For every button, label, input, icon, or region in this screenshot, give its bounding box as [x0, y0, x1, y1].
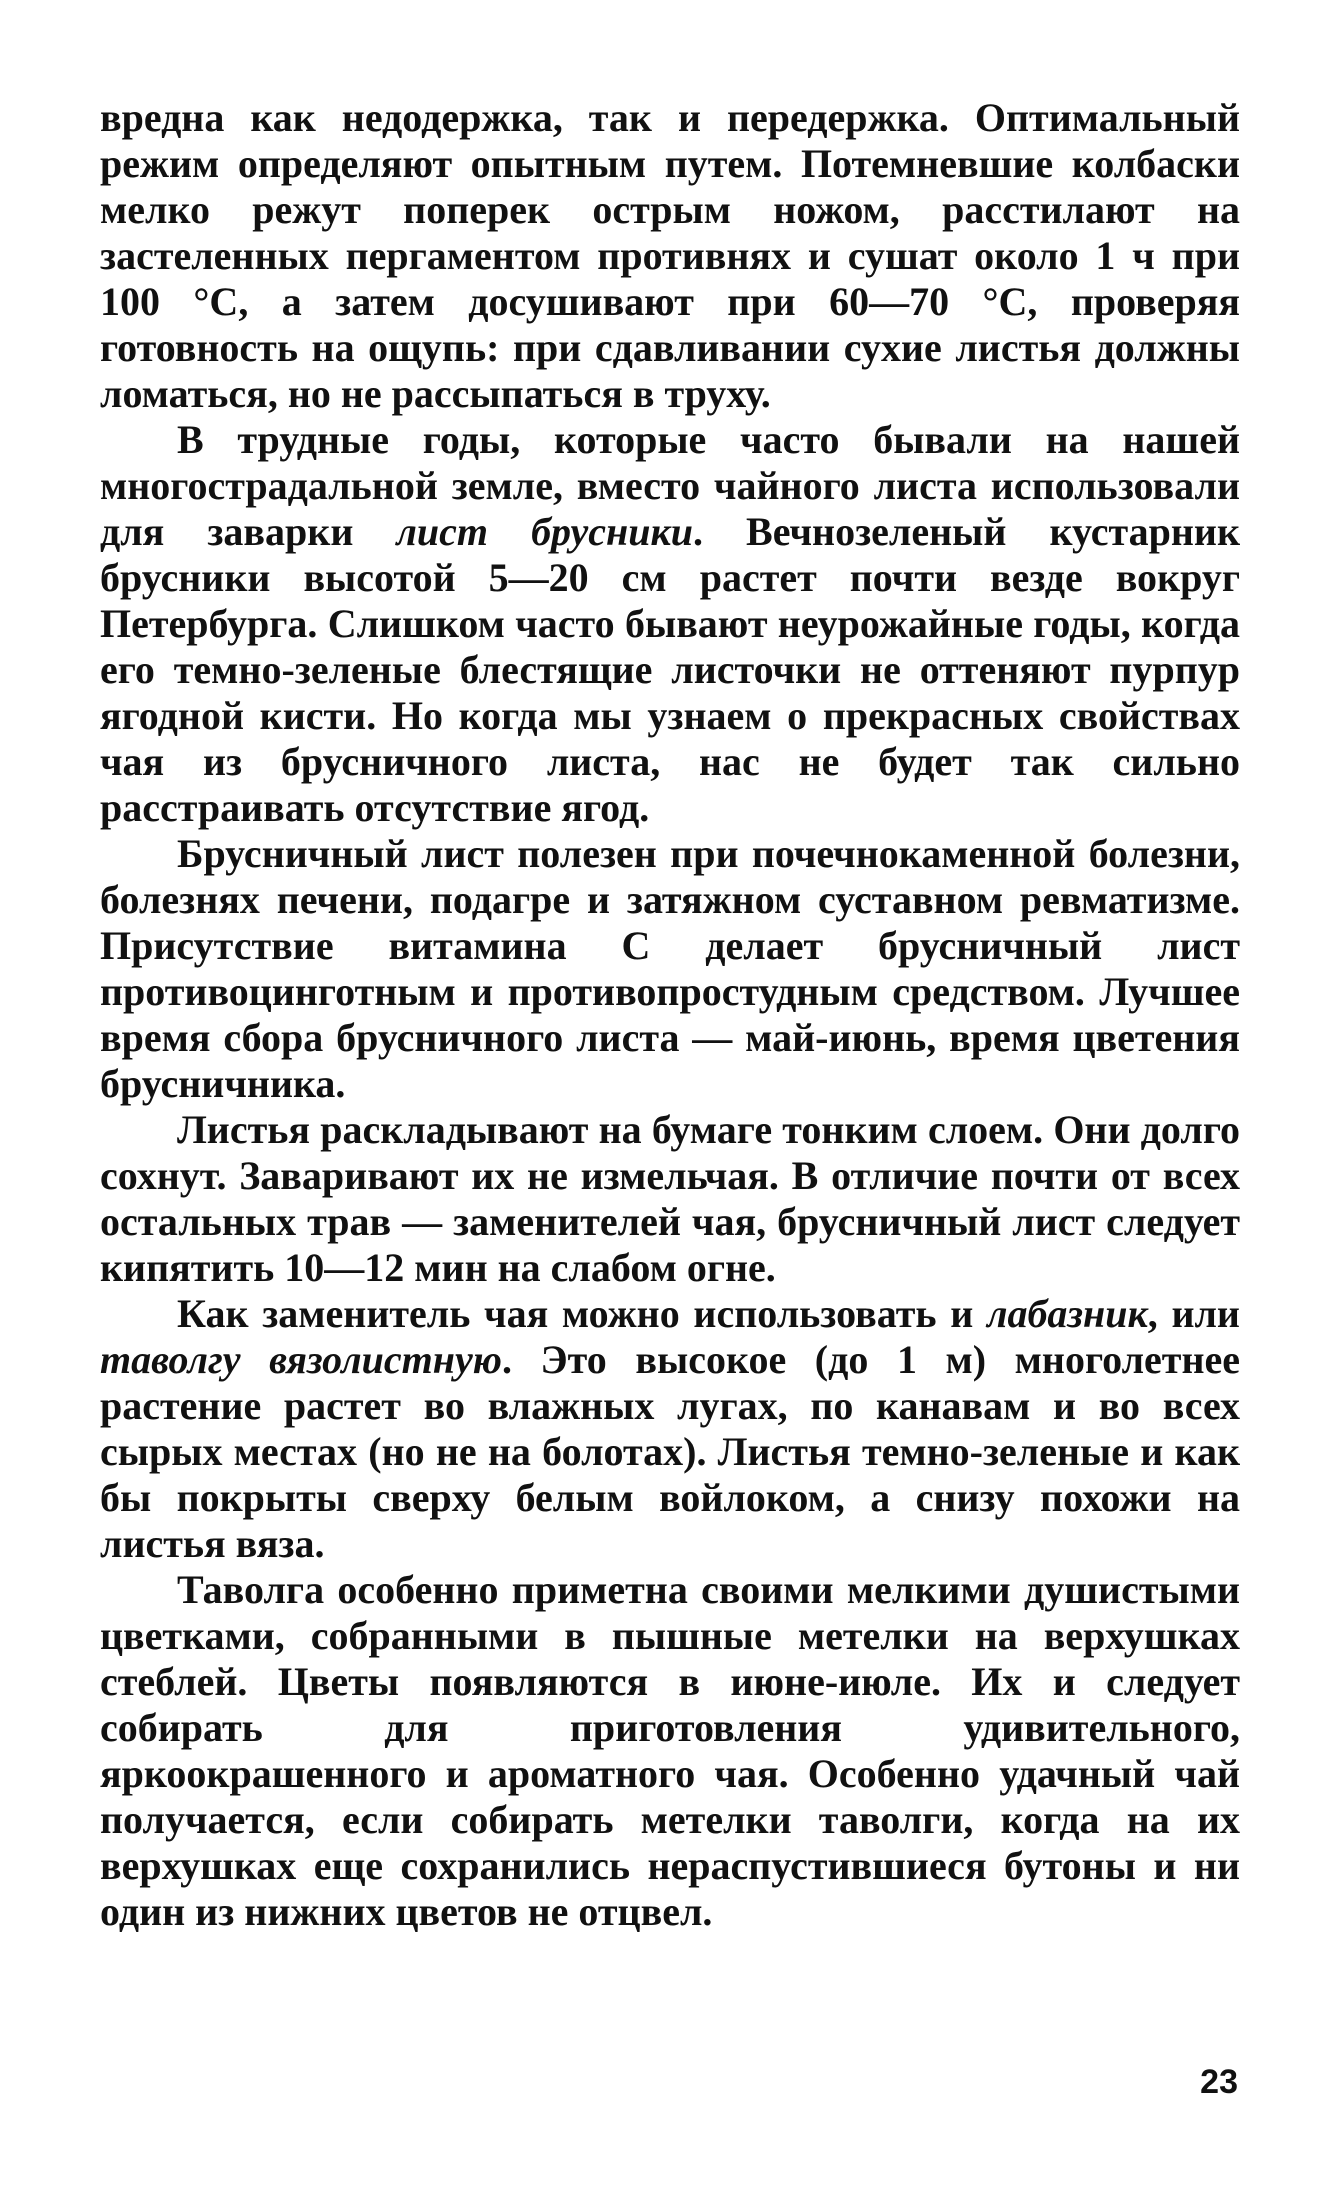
paragraph-lingonberry-leaf-start: В трудные годы, которые часто бывали на нашей многострадальной земле, вместо чайного листа использовали для заварки [100, 417, 1240, 554]
paragraph-drying-continuation: вредна как недодержка, так и передержка. Оптимальный режим определяют опытным путем. Потемневшие колбаски мелко режут поперек острым ножом, расстилают на застеленных пергаментом противнях и сушат около 1 ч при 100 °С, а затем досушивают при 60—70 °С, проверяя готовность на ощупь: при сдавливании сухие листья должны ломаться, но не рассыпаться в труху. [100, 95, 1240, 416]
body-text [100, 95, 1240, 1935]
paragraph-meadowsweet-flowers: Таволга особенно приметна своими мелкими душистыми цветками, собранными в пышные метелки на верхушках стеблей. Цветы появляются в июне-июле. Их и следует собирать для приготовления удивительного, яркоокрашенного и ароматного чая. Особенно удачный чай получается, если собирать метелки таволги, когда на их верхушках еще сохранились нераспустившиеся бутоны и ни один из нижних цветов не отцвел. [100, 1567, 1240, 1934]
paragraph-lingonberry-benefits: Брусничный лист полезен при почечнокаменной болезни, болезнях печени, подагре и затяжном суставном ревматизме. Присутствие витамина С делает брусничный лист противоцинготным и противопростудным средством. Лучшее время сбора брусничного листа — май-июнь, время цветения брусничника. [100, 831, 1240, 1106]
paragraph-meadowsweet-start: Как заменитель чая можно использовать и [177, 1291, 987, 1336]
paragraph-lingonberry-leaf [100, 417, 1240, 831]
paragraph-meadowsweet-middle: , или [1147, 1291, 1240, 1336]
term-labaznik: лабазник [986, 1291, 1148, 1336]
paragraph-meadowsweet-end: . Это высокое (до 1 м) многолетнее растение растет во влажных лугах, по канавам и во всех сырых местах (но не на болотах). Листья темно-зеленые и как бы покрыты сверху белым войлоком, а снизу похожи на листья вяза. [100, 1337, 1241, 1566]
term-lingonberry-leaf: лист брусники [396, 509, 693, 554]
term-tavolga: таволгу вязолистную [100, 1337, 502, 1382]
paragraph-meadowsweet-intro [100, 1291, 1240, 1567]
paragraph-lingonberry-leaf-end: . Вечнозеленый кустарник брусники высотой 5—20 см растет почти везде вокруг Петербурга. Слишком часто бывают неурожайные годы, когда его темно-зеленые блестящие листочки не оттеняют пурпур ягодной кисти. Но когда мы узнаем о прекрасных свойствах чая из брусничного листа, нас не будет так сильно расстраивать отсутствие ягод. [100, 509, 1240, 830]
paragraph-lingonberry-preparation: Листья раскладывают на бумаге тонким слоем. Они долго сохнут. Заваривают их не измельчая. В отличие почти от всех остальных трав — заменителей чая, брусничный лист следует кипятить 10—12 мин на слабом огне. [100, 1107, 1240, 1290]
page-number: 23 [1200, 2063, 1238, 2101]
